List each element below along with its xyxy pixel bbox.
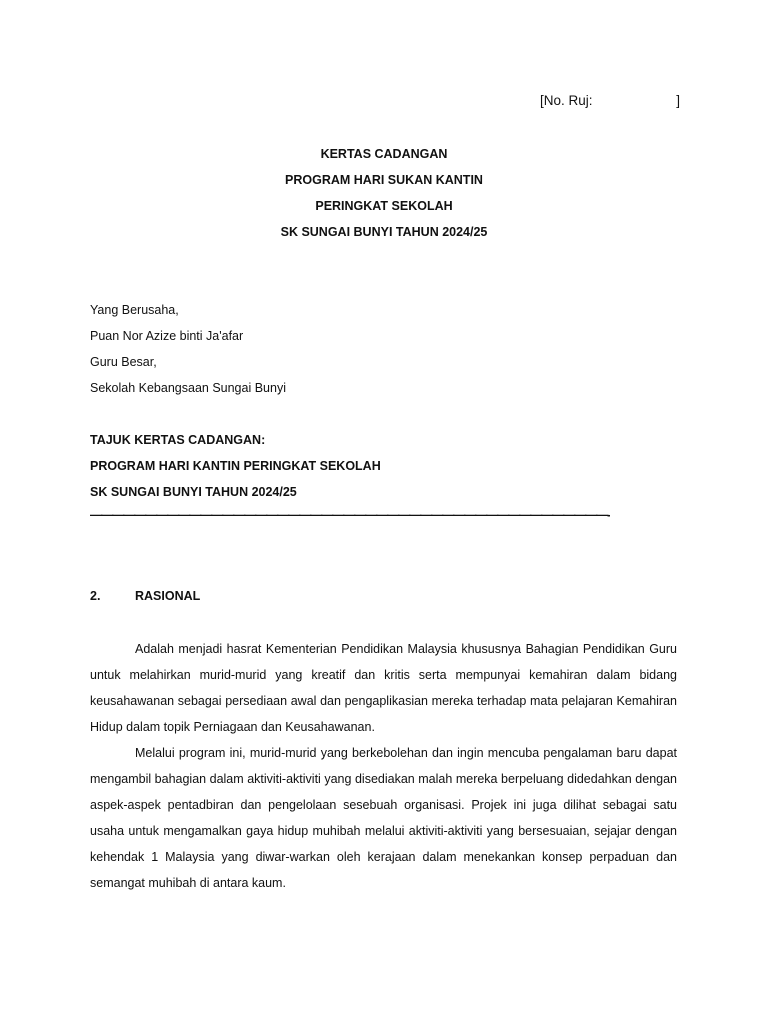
- paragraph: Adalah menjadi hasrat Kementerian Pendidikan Malaysia khususnya Bahagian Pendidikan Guru untuk melahirkan murid-murid yang kreatif dan kritis serta mempunyai kemahiran dalam bidang keusahawanan sebagai persediaan awal dan pengaplikasian mereka terhadap mata pelajaran Kemahiran Hidup dalam topik Perniagaan dan Keusahawanan.: [90, 642, 677, 734]
- section-title: RASIONAL: [135, 589, 201, 603]
- subject-line: PROGRAM HARI KANTIN PERINGKAT SEKOLAH: [90, 459, 381, 473]
- reference-close: ]: [676, 93, 680, 108]
- section-heading: [90, 589, 200, 603]
- section-body: [90, 636, 677, 896]
- addressee-block: [90, 302, 286, 406]
- addressee-line: Yang Berusaha,: [90, 303, 179, 317]
- title-line: PERINGKAT SEKOLAH: [315, 199, 453, 213]
- addressee-line: Guru Besar,: [90, 355, 157, 369]
- reference-number: [540, 93, 680, 108]
- separator-rule: ———————————————————————————————————————————————-: [90, 508, 610, 522]
- document-title: [0, 146, 768, 250]
- subject-line: SK SUNGAI BUNYI TAHUN 2024/25: [90, 485, 297, 499]
- title-line: SK SUNGAI BUNYI TAHUN 2024/25: [280, 225, 488, 239]
- reference-label: [No. Ruj:: [540, 93, 593, 108]
- addressee-line: Puan Nor Azize binti Ja'afar: [90, 329, 244, 343]
- title-line: PROGRAM HARI SUKAN KANTIN: [285, 173, 483, 187]
- subject-block: [90, 432, 381, 510]
- paragraph: Melalui program ini, murid-murid yang berkebolehan dan ingin mencuba pengalaman baru dapat mengambil bahagian dalam aktiviti-aktiviti yang disediakan malah mereka berpeluang didedahkan dengan aspek-aspek pentadbiran dan pengelolaan sesebuah organisasi. Projek ini juga dilihat sebagai satu usaha untuk mengamalkan gaya hidup muhibah melalui aktiviti-aktiviti yang bersesuaian, sejajar dengan kehendak 1 Malaysia yang diwar-warkan oleh kerajaan dalam menekankan konsep perpaduan dan semangat muhibah di antara kaum.: [90, 746, 677, 890]
- title-line: KERTAS CADANGAN: [320, 147, 448, 161]
- subject-line: TAJUK KERTAS CADANGAN:: [90, 433, 266, 447]
- section-number: 2.: [90, 589, 101, 603]
- addressee-line: Sekolah Kebangsaan Sungai Bunyi: [90, 381, 286, 395]
